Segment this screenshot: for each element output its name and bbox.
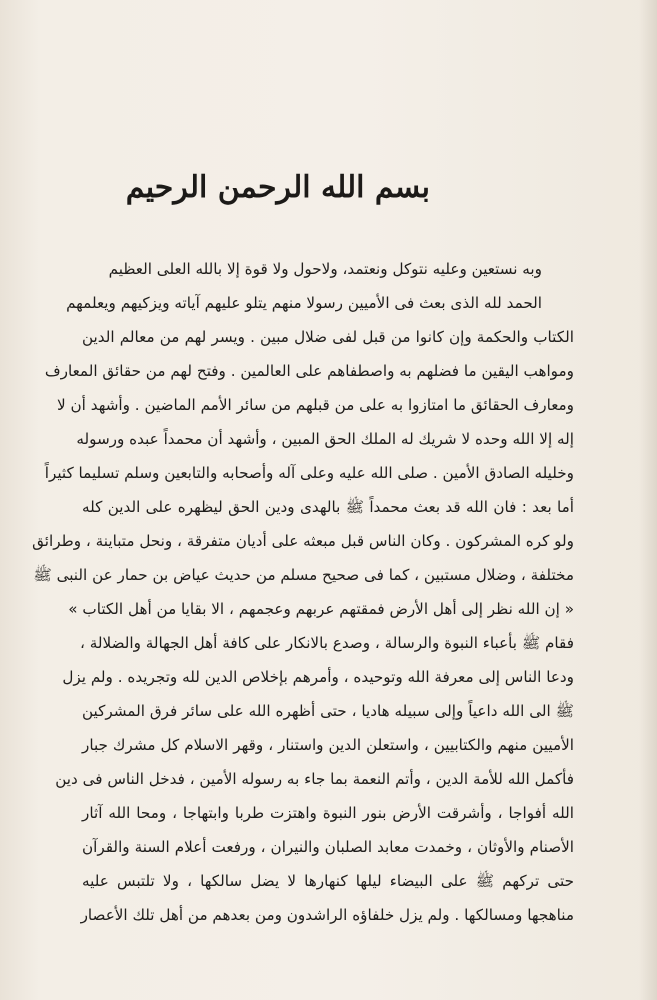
page-spine-shadow <box>639 0 657 1000</box>
text-line: الكتاب والحكمة وإن كانوا من قبل لفى ضلال مبين . ويسر لهم من معالم الدين <box>82 328 574 346</box>
text-line: فأكمل الله للأمة الدين ، وأتم النعمة بما جاء به رسوله الأمين ، فدخل الناس فى دين <box>55 770 574 788</box>
text-line: حتى تركهم ﷺ على البيضاء ليلها كنهارها لا يضل سالكها ، ولا تلتبس عليه <box>82 872 574 890</box>
text-line: الله أفواجا ، وأشرقت الأرض بنور النبوة واهتزت طربا وابتهاجا ، ومحا الله آثار <box>82 804 574 822</box>
text-line: فقام ﷺ بأعباء النبوة والرسالة ، وصدع بالانكار على كافة أهل الجهالة والضلالة ، <box>80 634 574 652</box>
text-line: الأميين منهم والكتابيين ، واستعلن الدين واستنار ، وقهر الاسلام كل مشرك جبار <box>82 736 574 754</box>
text-line: أما بعد : فان الله قد بعث محمداً ﷺ بالهدى ودين الحق ليظهره على الدين كله <box>82 498 574 516</box>
text-line: ولو كره المشركون . وكان الناس قبل مبعثه على أديان متفرقة ، ونحل متباينة ، وطرائق <box>32 532 574 550</box>
text-line: ومواهب اليقين ما فضلهم به واصطفاهم على العالمين . وفتح لهم من حقائق المعارف <box>44 362 574 380</box>
text-line: ﷺ الى الله داعياً وإلى سبيله هاديا ، حتى أظهره الله على سائر فرق المشركين <box>82 702 574 720</box>
text-line: إله إلا الله وحده لا شريك له الملك الحق المبين ، وأشهد أن محمداً عبده ورسوله <box>76 430 574 448</box>
text-line: ومعارف الحقائق ما امتازوا به على من قبلهم من سائر الأمم الماضين . وأشهد أن لا <box>57 396 574 414</box>
text-line: مناهجها ومسالكها . ولم يزل خلفاؤه الراشدون ومن بعدهم من أهل تلك الأعصار <box>80 906 574 924</box>
basmala-heading: بسم الله الرحمن الرحيم <box>125 170 430 205</box>
text-line: ودعا الناس إلى معرفة الله وتوحيده ، وأمرهم بإخلاص الدين لله وتجريده . ولم يزل <box>62 668 574 686</box>
text-line: الحمد لله الذى بعث فى الأميين رسولا منهم يتلو عليهم آياته ويزكيهم ويعلمهم <box>66 294 542 312</box>
text-line: « إن الله نظر إلى أهل الأرض فمقتهم عربهم وعجمهم ، الا بقايا من أهل الكتاب » <box>68 600 574 618</box>
text-line: وخليله الصادق الأمين . صلى الله عليه وعلى آله وأصحابه والتابعين وسلم تسليما كثيراً <box>44 464 574 482</box>
body-text <box>32 252 574 932</box>
text-line: وبه نستعين وعليه نتوكل ونعتمد، ولاحول ولا قوة إلا بالله العلى العظيم <box>108 260 542 278</box>
text-line: مختلفة ، وضلال مستبين ، كما فى صحيح مسلم من حديث عياض بن حمار عن النبى ﷺ <box>33 566 574 584</box>
text-line: الأصنام والأوثان ، وخمدت معابد الصلبان والنيران ، ورفعت أعلام السنة والقرآن <box>82 838 574 856</box>
